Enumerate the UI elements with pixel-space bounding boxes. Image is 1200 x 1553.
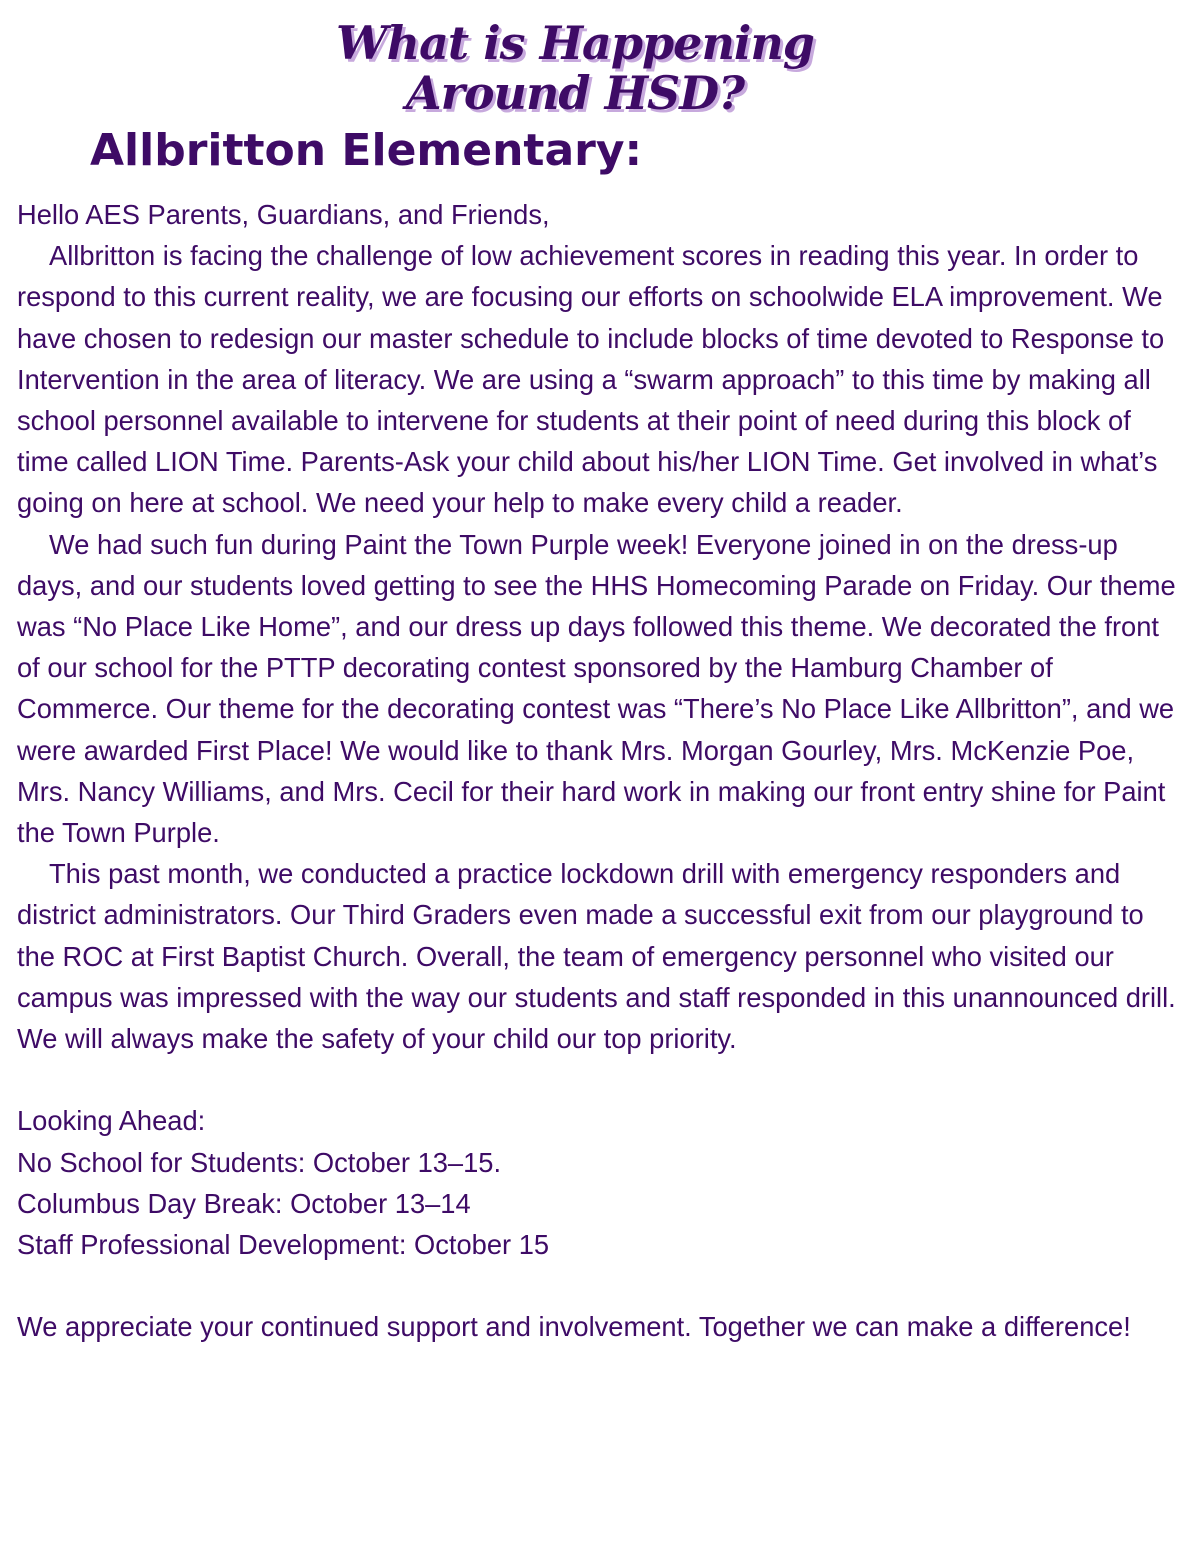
looking-ahead-label: Looking Ahead: [17,1105,206,1137]
paragraph-paint-the-town-purple: We had such fun during Paint the Town Purple week! Everyone joined in on the dress-up days, and our students loved getting to see the HHS Homecoming Parade on Friday. Our theme was “No Place Like Home”, and our dress up days followed this theme. We decorated the front of our school for the PTTP decorating contest sponsored by the Hamburg Chamber of Commerce. Our theme for the decorating contest was “There’s No Place Like Allbritton”, and we were awarded First Place! We would like to thank Mrs. Morgan Gourley, Mrs. McKenzie Poe, Mrs. Nancy Williams, and Mrs. Cecil for their hard work in making our front entry shine for Paint the Town Purple. [17,528,1176,849]
school-heading: Allbritton Elementary: [90,125,643,176]
page-title [0,18,1150,118]
spacer [17,1059,1187,1100]
paragraph-lockdown-drill: This past month, we conducted a practice lockdown drill with emergency responders and district administrators. Our Third Graders even made a successful exit from our playground to the ROC at First Baptist Church. Overall, the team of emergency personnel who visited our campus was impressed with the way our students and staff responded in this unannounced drill. We will always make the safety of your child our top priority. [17,858,1176,1055]
looking-ahead-item: Columbus Day Break: October 13–14 [17,1187,471,1219]
paragraph-reading-scores: Allbritton is facing the challenge of low achievement scores in reading this year. In order to respond to this current reality, we are focusing our efforts on schoolwide ELA improvement. We have chosen to redesign our master schedule to include blocks of time devoted to Response to Intervention in the area of literacy. We are using a “swarm approach” to this time by making all school personnel available to intervene for students at their point of need during this block of time called LION Time. Parents-Ask your child about his/her LION Time. Get involved in what’s going on here at school. We need your help to make every child a reader. [17,240,1165,519]
looking-ahead-item: Staff Professional Development: October 15 [17,1229,550,1261]
greeting: Hello AES Parents, Guardians, and Friends, [17,199,550,230]
spacer [17,1265,1187,1306]
page-title-line-2: Around HSD? [405,66,745,120]
looking-ahead-item: No School for Students: October 13–15. [17,1146,502,1178]
page-title-line-1: What is Happening [336,16,814,70]
closing-message: We appreciate your continued support and involvement. Together we can make a difference! [17,1311,1131,1343]
letter-body [17,194,1187,1348]
